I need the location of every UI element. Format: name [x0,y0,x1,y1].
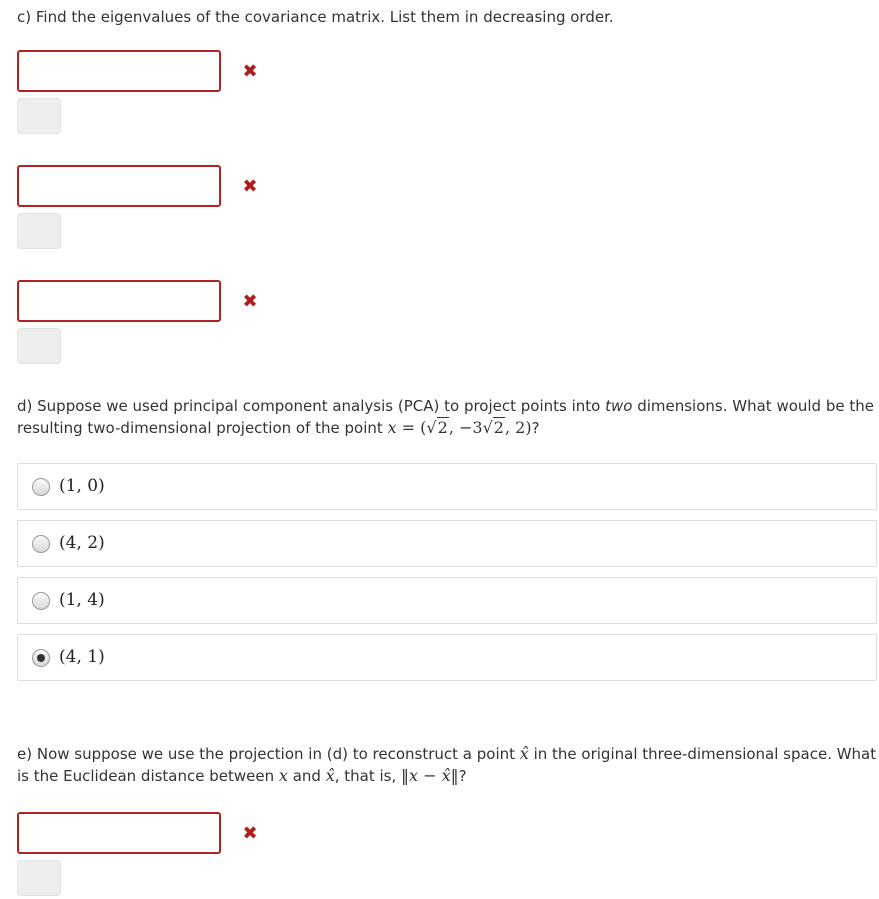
x-mark-icon: ✖ [242,823,258,844]
prompt-text: dimensions. What would be the [632,397,874,415]
radio-button-selected[interactable] [32,649,50,667]
option-1-0[interactable] [17,463,877,510]
feedback-box [17,328,61,364]
part-e-prompt: e) Now suppose we use the projection in (d) to reconstruct a point x̂ in the original three-dimensional space. What is the Euclidean distance between x and x̂, that is, ‖x − x̂‖? [17,744,877,785]
part-d-prompt: d) Suppose we used principal component analysis (PCA) to project points into two dimensions. What would be the resulting two-dimensional projection of the point x = (√2, −3√2, 2)? [17,397,874,437]
x-mark-icon: ✖ [242,61,258,82]
x-mark-icon: ✖ [242,176,258,197]
option-1-4[interactable] [17,577,877,624]
prompt-text: d) Suppose we used principal component analysis (PCA) to project points into [17,397,606,415]
radio-button[interactable] [32,535,50,553]
eigenvalue-3-input[interactable] [17,280,221,322]
distance-input[interactable] [17,812,221,854]
option-4-1[interactable] [17,634,877,681]
eigenvalue-1-input[interactable] [17,50,221,92]
radio-button[interactable] [32,478,50,496]
point-formula: x = (√2, −3√2, 2) [387,418,532,437]
feedback-box [17,860,61,896]
option-label: (1, 4) [59,590,105,610]
feedback-box [17,213,61,249]
option-4-2[interactable] [17,520,877,567]
option-label: (4, 2) [59,533,105,553]
part-c-prompt: c) Find the eigenvalues of the covariance matrix. List them in decreasing order. [17,8,614,26]
radio-button[interactable] [32,592,50,610]
feedback-box [17,98,61,134]
option-label: (1, 0) [59,476,105,496]
option-label: (4, 1) [59,647,105,667]
eigenvalue-2-input[interactable] [17,165,221,207]
prompt-emphasis: two [605,397,633,415]
x-mark-icon: ✖ [242,291,258,312]
prompt-text: resulting two-dimensional projection of the point [17,419,388,437]
